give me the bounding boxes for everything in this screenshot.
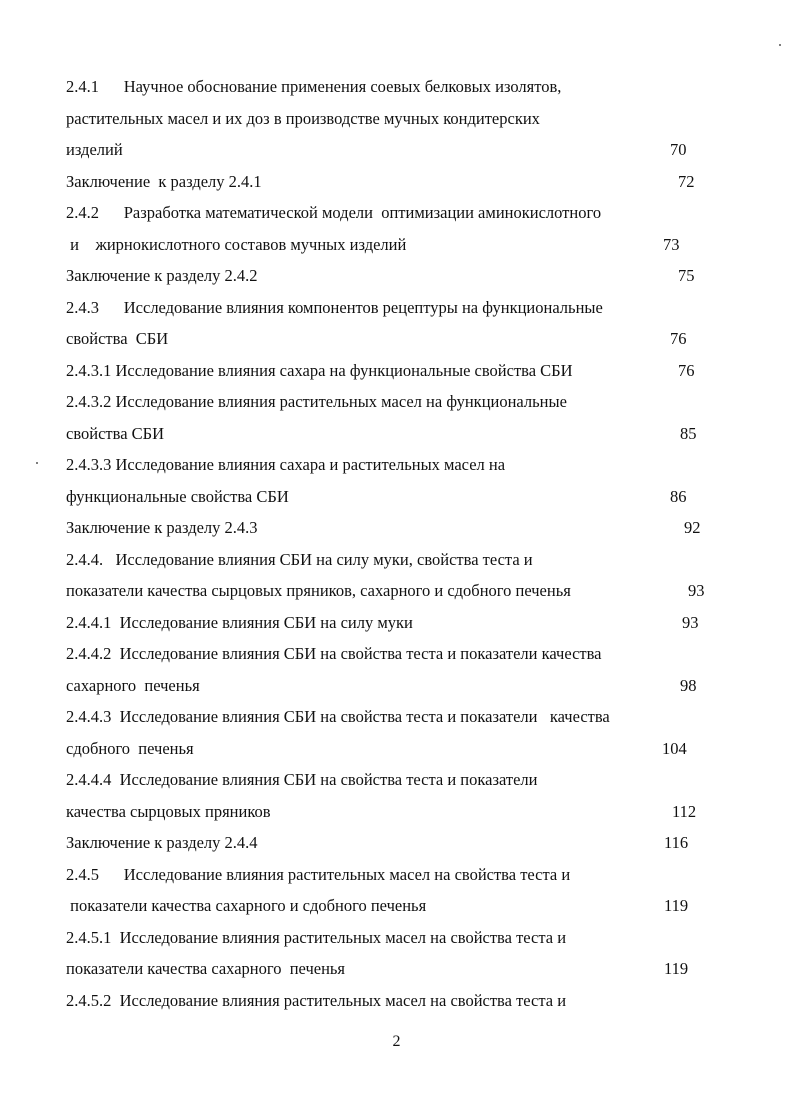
toc-entry-page: 85 xyxy=(680,423,697,443)
toc-entry xyxy=(66,670,706,702)
toc-entry-title: 2.4.3.1 Исследование влияния сахара на функциональные свойства СБИ xyxy=(66,360,573,380)
toc-entry-title: Заключение к разделу 2.4.4 xyxy=(66,833,258,852)
toc-entry xyxy=(66,71,706,103)
table-of-contents xyxy=(66,71,706,1016)
toc-entry xyxy=(66,890,706,922)
toc-entry-title: качества сырцовых пряников xyxy=(66,801,271,821)
toc-entry-title: 2.4.4.3 Исследование влияния СБИ на свойства теста и показатели качества xyxy=(66,707,610,726)
toc-entry xyxy=(66,733,706,765)
toc-entry-title: показатели качества сахарного и сдобного печенья xyxy=(66,896,427,915)
toc-entry xyxy=(66,607,706,639)
scan-speck xyxy=(36,462,38,464)
scan-speck xyxy=(779,44,781,46)
toc-entry-title: 2.4.2 Разработка математической модели оптимизации аминокислотного xyxy=(66,203,602,222)
toc-entry-title: сдобного печенья xyxy=(66,738,194,758)
toc-entry xyxy=(66,386,706,418)
toc-entry xyxy=(66,922,706,954)
toc-entry-title: 2.4.4.2 Исследование влияния СБИ на свойства теста и показатели качества xyxy=(66,644,602,663)
toc-entry-title: 2.4.3.3 Исследование влияния сахара и растительных масел на xyxy=(66,455,506,474)
toc-entry-page: 98 xyxy=(680,675,697,695)
toc-entry xyxy=(66,166,706,198)
toc-entry xyxy=(66,575,706,607)
toc-entry xyxy=(66,764,706,796)
toc-entry-page: 104 xyxy=(662,738,687,758)
toc-entry-page: 76 xyxy=(678,360,695,380)
toc-entry-page: 70 xyxy=(670,140,687,159)
toc-entry xyxy=(66,418,706,450)
toc-entry-page: 93 xyxy=(682,612,699,632)
toc-entry-title: 2.4.3 Исследование влияния компонентов рецептуры на функциональные xyxy=(66,297,603,317)
toc-entry xyxy=(66,260,706,292)
toc-entry xyxy=(66,292,706,324)
toc-entry-title: сахарного печенья xyxy=(66,675,200,695)
toc-entry-page: 73 xyxy=(663,234,680,254)
toc-entry xyxy=(66,796,706,828)
toc-entry-title: показатели качества сахарного печенья xyxy=(66,959,346,978)
toc-entry xyxy=(66,355,706,387)
toc-entry-page: 86 xyxy=(670,486,687,506)
toc-entry-page: 112 xyxy=(672,801,697,821)
toc-entry-title: 2.4.4.1 Исследование влияния СБИ на силу муки xyxy=(66,612,413,632)
toc-entry xyxy=(66,827,706,859)
toc-entry-title: 2.4.5 Исследование влияния растительных масел на свойства теста и xyxy=(66,864,571,884)
toc-entry xyxy=(66,134,706,166)
toc-entry-title: свойства СБИ xyxy=(66,423,165,443)
toc-entry-title: Заключение к разделу 2.4.2 xyxy=(66,266,258,285)
toc-entry-title: 2.4.3.2 Исследование влияния растительных масел на функциональные xyxy=(66,392,567,411)
toc-entry-title: растительных масел и их доз в производстве мучных кондитерских xyxy=(66,108,540,128)
toc-entry xyxy=(66,701,706,733)
toc-entry xyxy=(66,229,706,261)
toc-entry xyxy=(66,481,706,513)
toc-entry xyxy=(66,103,706,135)
toc-entry-page: 72 xyxy=(678,171,695,191)
toc-entry-page: 76 xyxy=(670,329,687,348)
toc-entry xyxy=(66,323,706,355)
toc-entry-title: Заключение к разделу 2.4.1 xyxy=(66,171,262,191)
toc-entry-page: 92 xyxy=(684,518,701,537)
toc-entry-title: 2.4.5.2 Исследование влияния растительных масел на свойства теста и xyxy=(66,990,567,1010)
toc-entry-title: 2.4.5.1 Исследование влияния растительных масел на свойства теста и xyxy=(66,927,567,947)
toc-entry xyxy=(66,449,706,481)
toc-entry xyxy=(66,859,706,891)
toc-entry xyxy=(66,512,706,544)
toc-entry-title: 2.4.4.4 Исследование влияния СБИ на свойства теста и показатели xyxy=(66,770,538,789)
toc-entry-page: 119 xyxy=(664,959,689,978)
toc-entry-title: 2.4.1 Научное обоснование применения соевых белковых изолятов, xyxy=(66,77,562,96)
toc-entry-title: показатели качества сырцовых пряников, сахарного и сдобного печенья xyxy=(66,581,571,600)
toc-entry xyxy=(66,953,706,985)
page-number: 2 xyxy=(392,1033,401,1050)
toc-entry-title: Заключение к разделу 2.4.3 xyxy=(66,518,258,537)
toc-entry-title: изделий xyxy=(66,140,123,159)
toc-entry-title: функциональные свойства СБИ xyxy=(66,486,289,506)
toc-entry-page: 119 xyxy=(664,896,689,915)
toc-entry-page: 116 xyxy=(664,833,689,852)
toc-entry-page: 75 xyxy=(678,266,695,285)
toc-entry-title: и жирнокислотного составов мучных изделий xyxy=(66,234,407,254)
toc-entry-title: свойства СБИ xyxy=(66,329,169,348)
toc-entry-page: 93 xyxy=(688,581,705,600)
toc-entry xyxy=(66,985,706,1017)
toc-entry-title: 2.4.4. Исследование влияния СБИ на силу муки, свойства теста и xyxy=(66,549,533,569)
toc-entry xyxy=(66,544,706,576)
toc-entry xyxy=(66,197,706,229)
toc-entry xyxy=(66,638,706,670)
